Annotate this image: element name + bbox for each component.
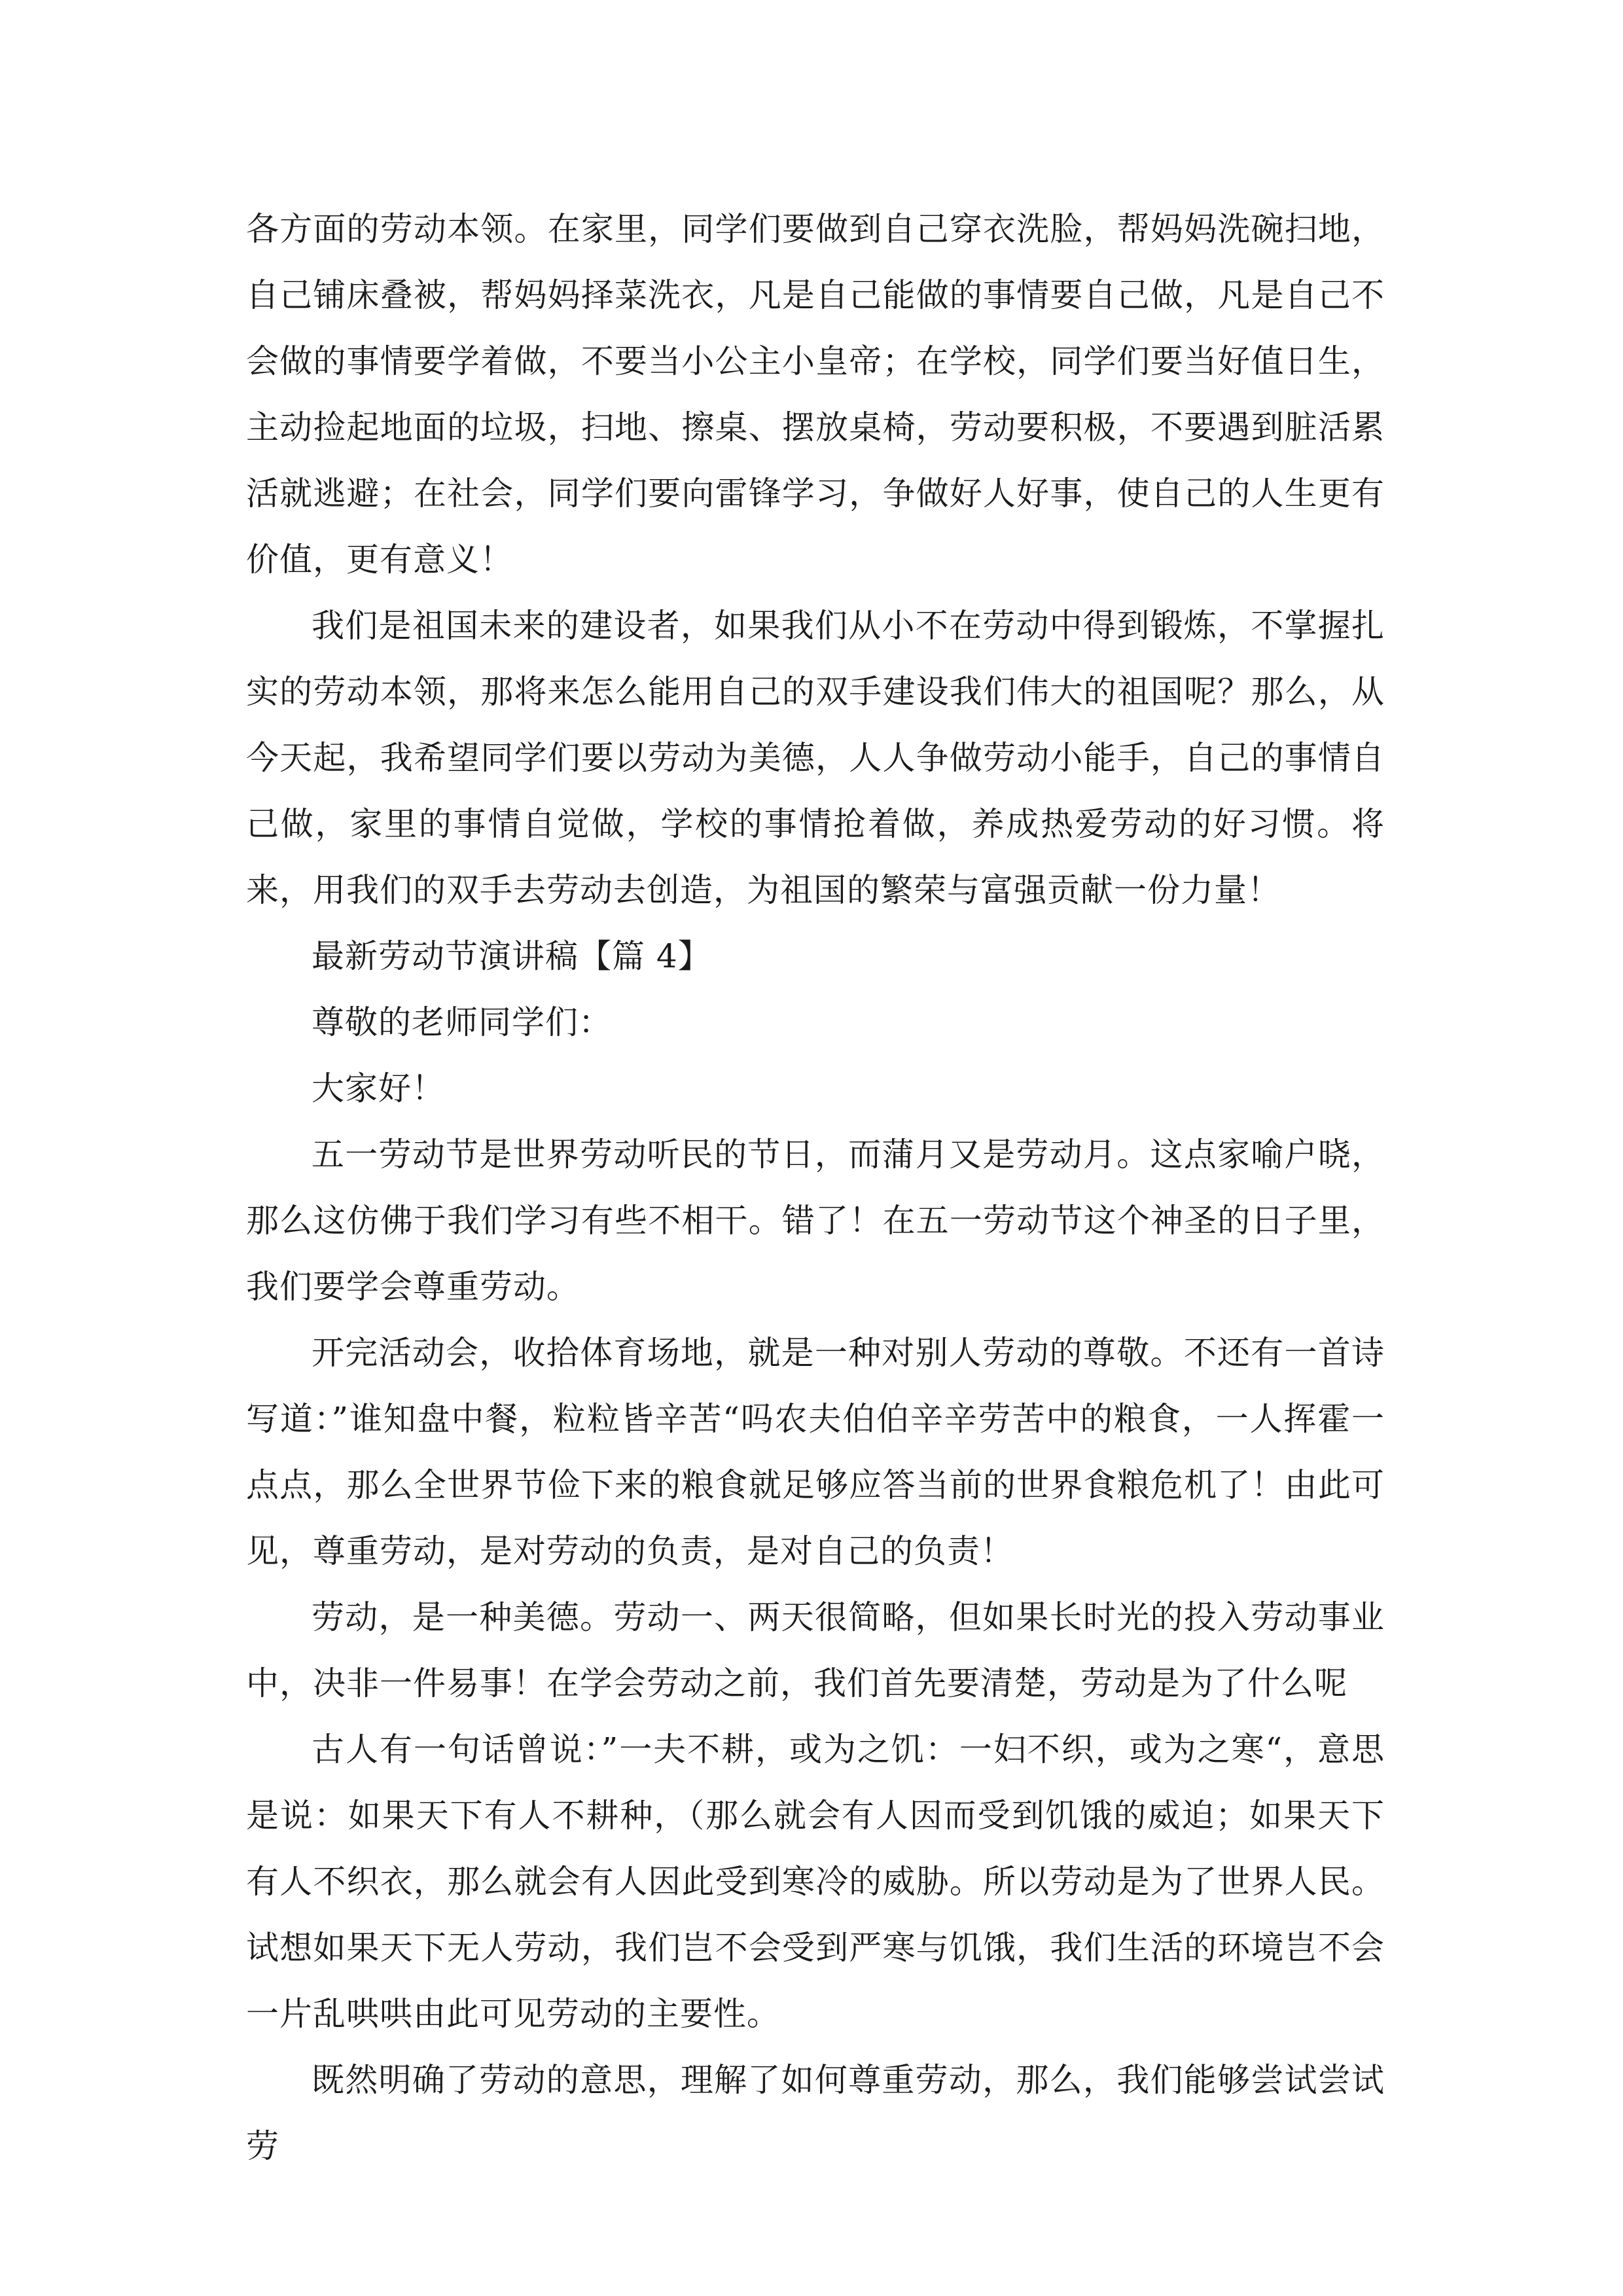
- paragraph-3: 五一劳动节是世界劳动听民的节日，而蒲月又是劳动月。这点家喻户晓，那么这仿佛于我们学习有些不相干。错了！在五一劳动节这个神圣的日子里，我们要学会尊重劳动。: [246, 1136, 1385, 1306]
- section-heading: 最新劳动节演讲稿【篇 4】: [312, 937, 711, 975]
- paragraph-4: 开完活动会，收拾体育场地，就是一种对别人劳动的尊敬。不还有一首诗写道：”谁知盘中餐，粒粒皆辛苦“吗农夫伯伯辛辛劳苦中的粮食，一人挥霍一点点，那么全世界节俭下来的粮食就足够应答当前的世界食粮危机了！由此可见，尊重劳动，是对劳动的负责，是对自己的负责！: [246, 1334, 1385, 1570]
- paragraph-5: 劳动，是一种美德。劳动一、两天很简略，但如果长时光的投入劳动事业中，决非一件易事！在学会劳动之前，我们首先要清楚，劳动是为了什么呢: [246, 1598, 1385, 1702]
- salutation: 尊敬的老师同学们：: [312, 1003, 612, 1041]
- paragraph-2: 我们是祖国未来的建设者，如果我们从小不在劳动中得到锻炼，不掌握扎实的劳动本领，那将来怎么能用自己的双手建设我们伟大的祖国呢？那么，从今天起，我希望同学们要以劳动为美德，人人争做劳动小能手，自己的事情自己做，家里的事情自觉做，学校的事情抢着做，养成热爱劳动的好习惯。将来，用我们的双手去劳动去创造，为祖国的繁荣与富强贡献一份力量！: [246, 607, 1385, 909]
- document-body: [246, 196, 1385, 2179]
- greeting: 大家好！: [312, 1069, 445, 1107]
- paragraph-6: 古人有一句话曾说：”一夫不耕，或为之饥：一妇不织，或为之寒“，意思是说：如果天下有人不耕种，（那么就会有人因而受到饥饿的威迫；如果天下有人不织衣，那么就会有人因此受到寒冷的威胁。所以劳动是为了世界人民。试想如果天下无人劳动，我们岂不会受到严寒与饥饿，我们生活的环境岂不会一片乱哄哄由此可见劳动的主要性。: [246, 1731, 1385, 2033]
- paragraph-7: 既然明确了劳动的意思，理解了如何尊重劳动，那么，我们能够尝试尝试劳: [246, 2061, 1385, 2165]
- paragraph-1: 各方面的劳动本领。在家里，同学们要做到自己穿衣洗脸，帮妈妈洗碗扫地，自己铺床叠被，帮妈妈择菜洗衣，凡是自己能做的事情要自己做，凡是自己不会做的事情要学着做，不要当小公主小皇帝；在学校，同学们要当好值日生，主动捡起地面的垃圾，扫地、擦桌、摆放桌椅，劳动要积极，不要遇到脏活累活就逃避；在社会，同学们要向雷锋学习，争做好人好事，使自己的人生更有价值，更有意义！: [246, 210, 1385, 579]
